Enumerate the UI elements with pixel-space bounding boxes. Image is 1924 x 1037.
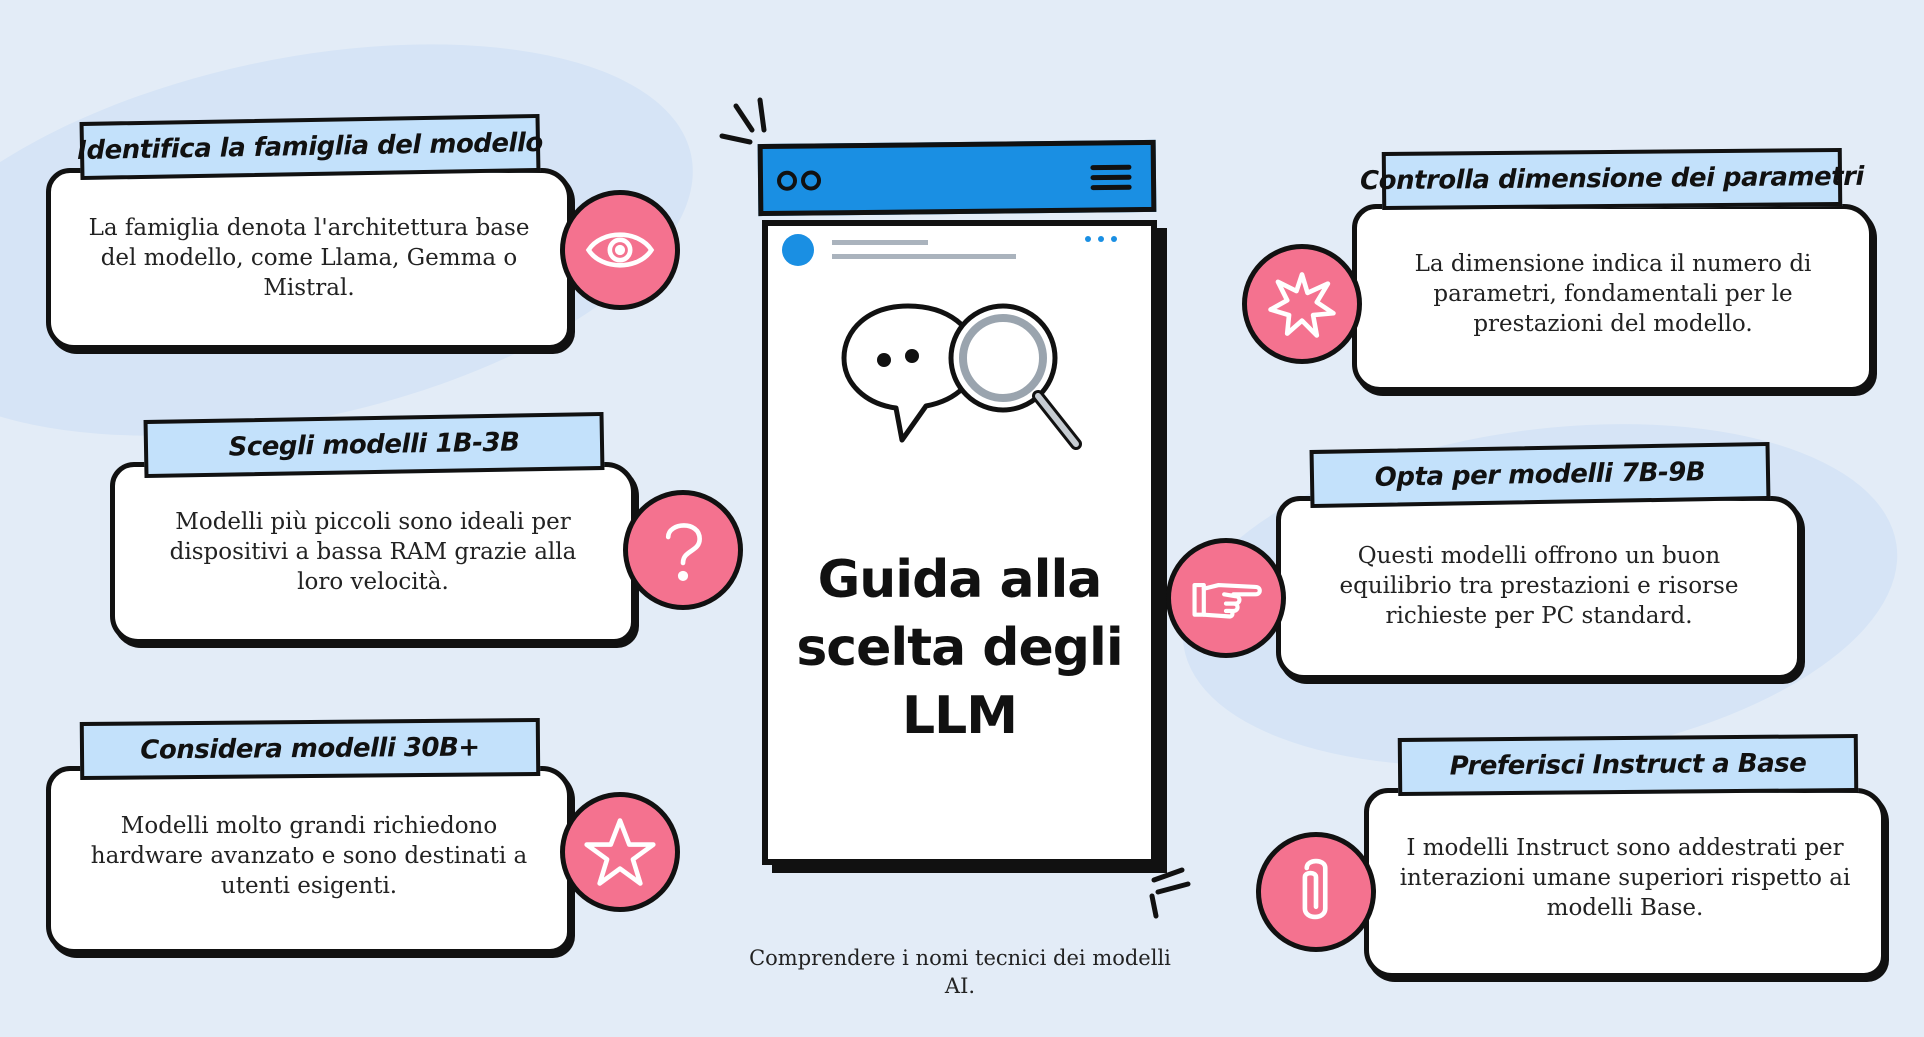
burst-icon xyxy=(1265,267,1339,341)
card-large-title: Considera modelli 30B+ xyxy=(80,718,540,780)
card-small-title: Scegli modelli 1B-3B xyxy=(144,412,605,478)
card-large-text: Modelli molto grandi richiedono hardware avanzato e sono destinati a utenti esigenti. xyxy=(90,813,528,899)
card-medium-text: Questi modelli offrono un buon equilibrio tra prestazioni e risorse richieste per PC standard. xyxy=(1339,543,1739,629)
badge-size xyxy=(1242,244,1362,364)
eye-icon xyxy=(583,213,657,287)
card-family-text: La famiglia denota l'architettura base del modello, come Llama, Gemma o Mistral. xyxy=(88,215,530,301)
card-instruct xyxy=(1364,788,1886,978)
pointing-hand-icon xyxy=(1189,561,1263,635)
paperclip-icon xyxy=(1279,855,1353,929)
card-small-text: Modelli più piccoli sono ideali per dispositivi a bassa RAM grazie alla loro velocità. xyxy=(169,509,577,595)
badge-large xyxy=(560,792,680,912)
question-icon xyxy=(646,513,720,587)
badge-medium xyxy=(1166,538,1286,658)
badge-family xyxy=(560,190,680,310)
card-medium-title: Opta per modelli 7B-9B xyxy=(1310,442,1771,508)
card-instruct-title: Preferisci Instruct a Base xyxy=(1398,734,1858,796)
star-icon xyxy=(583,815,657,889)
caption: Comprendere i nomi tecnici dei modelli AI. xyxy=(749,946,1171,998)
card-family-title: Identifica la famiglia del modello xyxy=(80,114,541,180)
avatar xyxy=(782,234,814,266)
page-title: Guida alla scelta degli LLM xyxy=(796,550,1123,746)
window-dots-icon xyxy=(775,166,827,195)
card-small xyxy=(110,462,636,644)
more-options-icon[interactable] xyxy=(1083,234,1119,244)
placeholder-line xyxy=(832,254,1016,259)
sparkle-lines-icon xyxy=(1146,862,1196,922)
card-size-text: La dimensione indica il numero di parametri, fondamentali per le prestazioni del modello. xyxy=(1414,251,1812,337)
card-size-title: Controlla dimensione dei parametri xyxy=(1382,148,1842,210)
phone-header-bar xyxy=(758,140,1157,216)
card-size xyxy=(1352,204,1874,392)
phone-screen xyxy=(762,220,1157,865)
card-instruct-text: I modelli Instruct sono addestrati per interazioni umane superiori rispetto ai modelli Base. xyxy=(1399,835,1851,921)
badge-small xyxy=(623,490,743,610)
menu-icon[interactable] xyxy=(1089,161,1133,193)
card-family xyxy=(46,168,572,350)
placeholder-line xyxy=(832,240,928,245)
card-large xyxy=(46,766,572,954)
card-medium xyxy=(1276,496,1802,680)
badge-instruct xyxy=(1256,832,1376,952)
chat-search-icon xyxy=(838,296,1088,466)
